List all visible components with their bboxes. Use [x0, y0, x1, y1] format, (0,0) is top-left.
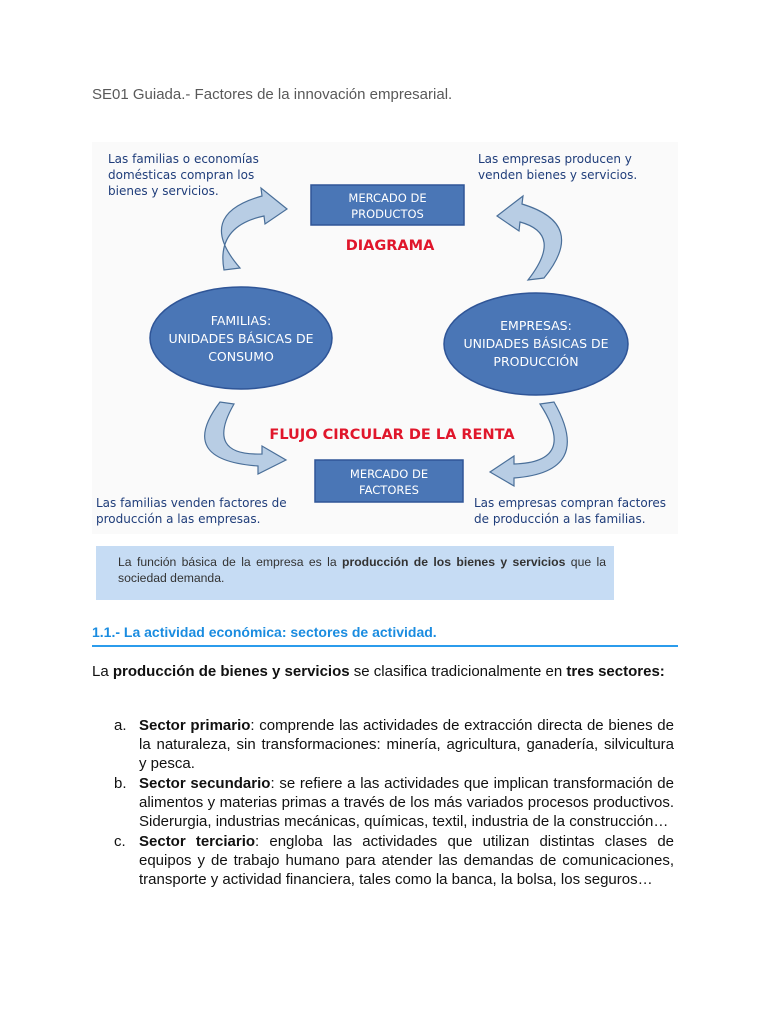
- market-factors-label: MERCADO DE FACTORES: [349, 467, 429, 497]
- section-divider: [92, 645, 678, 647]
- companies-label: EMPRESAS: UNIDADES BÁSICAS DE PRODUCCIÓN: [463, 318, 609, 369]
- callout-box: [96, 546, 614, 600]
- callout-text: La función básica de la empresa es la: [118, 555, 343, 569]
- sector-list: [114, 716, 675, 889]
- families-label: FAMILIAS: UNIDADES BÁSICAS DE CONSUMO: [168, 313, 314, 364]
- list-item-primary-sector: a. Sector primario: comprende las actividades de extracción directa de bienes de la naturaleza, sin transformaciones: minería, agricultura, ganadería, silvicultura y pesca.: [114, 717, 674, 772]
- caption-families-buy: Las familias o economías domésticas compran los bienes y servicios.: [108, 152, 259, 198]
- circular-flow-diagram: [92, 142, 678, 534]
- list-item-secondary-sector: b. Sector secundario: se refiere a las actividades que implican transformación de alimentos y materias primas a través de los más variados procesos productivos. Siderurgia, industrias mecánicas, químicas, textil, industria de la construcción…: [114, 775, 674, 830]
- caption-companies-buy-factors: Las empresas compran factores de producción a las familias.: [474, 496, 666, 526]
- list-item-tertiary-sector: c. Sector terciario: engloba las actividades que utilizan distintas clases de equipos y de trabajo humano para atender las demandas de comunicaciones, transporte y actividad financiera, tales como la banca, la bolsa, los seguros…: [114, 833, 675, 888]
- section-heading: 1.1.- La actividad económica: sectores de actividad.: [92, 624, 437, 640]
- callout-bold-text: producción de los bienes y servicios: [342, 555, 566, 569]
- callout-text-end: que la sociedad demanda.: [118, 555, 607, 585]
- intro-paragraph: La producción de bienes y servicios se clasifica tradicionalmente en tres sectores:: [92, 663, 665, 680]
- arrow-top-right: [497, 196, 562, 280]
- diagram-heading: DIAGRAMA: [345, 238, 435, 254]
- caption-companies-sell: Las empresas producen y venden bienes y servicios.: [478, 152, 638, 182]
- arrow-top-left: [221, 188, 287, 270]
- circular-flow-heading: FLUJO CIRCULAR DE LA RENTA: [269, 427, 515, 443]
- arrow-bottom-right: [490, 402, 567, 486]
- caption-families-sell-factors: Las familias venden factores de producción a las empresas.: [96, 496, 287, 526]
- document-title: SE01 Guiada.- Factores de la innovación empresarial.: [92, 86, 453, 103]
- market-products-label: MERCADO DE PRODUCTOS: [348, 191, 427, 221]
